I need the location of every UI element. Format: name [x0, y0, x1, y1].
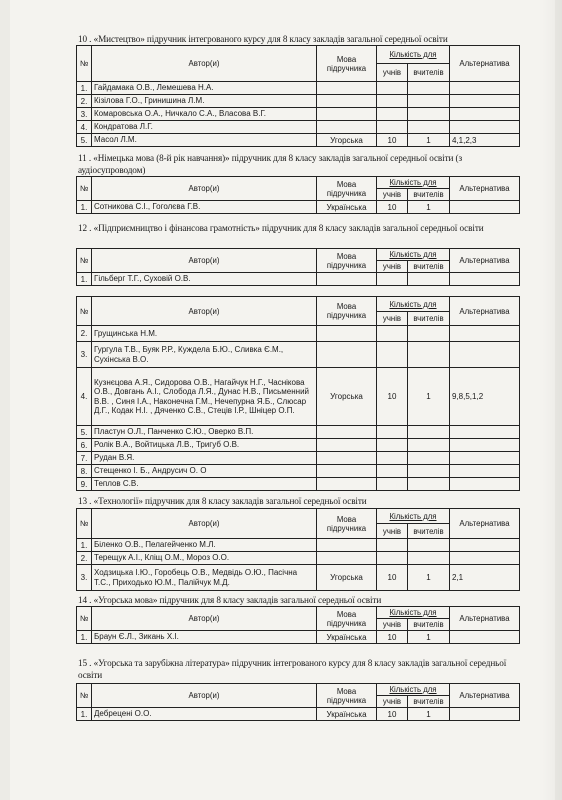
header-language: Мова підручника: [317, 297, 377, 326]
students-count-cell: [377, 108, 408, 121]
language-cell: [317, 552, 377, 565]
header-author: Автор(и): [92, 249, 317, 273]
alternative-cell: [450, 552, 520, 565]
students-count-cell: [377, 342, 408, 368]
students-count-cell: [377, 478, 408, 491]
section-13-table: [76, 508, 520, 591]
alternative-cell: [450, 426, 520, 439]
author-cell: Біленко О.В., Пелагейченко М.Л.: [92, 539, 317, 552]
alternative-cell: [450, 631, 520, 644]
teachers-count-cell: [408, 552, 450, 565]
row-number: 3.: [77, 342, 92, 368]
header-author: Автор(и): [92, 297, 317, 326]
table-row: [77, 631, 520, 644]
header-author: Автор(и): [92, 177, 317, 201]
author-cell: Рудан В.Я.: [92, 452, 317, 465]
alternative-cell: [450, 82, 520, 95]
students-count-cell: 10: [377, 201, 408, 214]
header-language: Мова підручника: [317, 46, 377, 82]
students-count-cell: [377, 439, 408, 452]
header-count: Кількість для: [377, 297, 450, 312]
header-alternative: Альтернатива: [450, 297, 520, 326]
language-cell: [317, 439, 377, 452]
row-number: 3.: [77, 565, 92, 591]
header-teachers: вчителів: [408, 312, 450, 326]
header-num: №: [77, 509, 92, 539]
table-row: [77, 368, 520, 426]
author-cell: Дебрецені О.О.: [92, 708, 317, 721]
alternative-cell: [450, 478, 520, 491]
table-row: [77, 465, 520, 478]
author-cell: Теплов С.В.: [92, 478, 317, 491]
header-count: Кількість для: [377, 177, 450, 189]
table-row: [77, 426, 520, 439]
teachers-count-cell: [408, 95, 450, 108]
teachers-count-cell: [408, 426, 450, 439]
author-cell: Гургула Т.В., Буяк Р.Р., Кужделa Б.Ю., Сливка Є.М., Сухінська В.О.: [92, 342, 317, 368]
section-10-table: [76, 45, 520, 147]
header-count: Кількість для: [377, 46, 450, 64]
header-students: учнів: [377, 312, 408, 326]
header-alternative: Альтернатива: [450, 607, 520, 631]
teachers-count-cell: [408, 108, 450, 121]
row-number: 6.: [77, 439, 92, 452]
header-count: Кількість для: [377, 607, 450, 619]
students-count-cell: [377, 273, 408, 286]
section-15-table: [76, 683, 520, 721]
alternative-cell: [450, 273, 520, 286]
section-11-table: [76, 176, 520, 214]
table-row: [77, 439, 520, 452]
header-students: учнів: [377, 619, 408, 631]
row-number: 5.: [77, 134, 92, 147]
header-num: №: [77, 684, 92, 708]
header-students: учнів: [377, 524, 408, 539]
teachers-count-cell: [408, 452, 450, 465]
header-students: учнів: [377, 64, 408, 82]
row-number: 1.: [77, 82, 92, 95]
author-cell: Пластун О.Л., Панченко С.Ю., Оверко В.П.: [92, 426, 317, 439]
header-num: №: [77, 177, 92, 201]
alternative-cell: [450, 342, 520, 368]
table-row: [77, 552, 520, 565]
header-alternative: Альтернатива: [450, 684, 520, 708]
table-row: [77, 478, 520, 491]
author-cell: Терещук А.І., Кліщ О.М., Мороз О.О.: [92, 552, 317, 565]
table-row: [77, 708, 520, 721]
row-number: 2.: [77, 552, 92, 565]
students-count-cell: [377, 121, 408, 134]
header-language: Мова підручника: [317, 509, 377, 539]
row-number: 7.: [77, 452, 92, 465]
section-12-heading: 12 . «Підприємництво і фінансова грамотність» підручник для 8 класу закладів загальної середньої освіти: [78, 223, 484, 233]
author-cell: Браун Є.Л., Зикань Х.І.: [92, 631, 317, 644]
row-number: 4.: [77, 121, 92, 134]
alternative-cell: [450, 95, 520, 108]
alternative-cell: [450, 201, 520, 214]
row-number: 1.: [77, 273, 92, 286]
table-row: [77, 565, 520, 591]
teachers-count-cell: [408, 121, 450, 134]
teachers-count-cell: 1: [408, 708, 450, 721]
row-number: 1.: [77, 708, 92, 721]
teachers-count-cell: [408, 465, 450, 478]
section-14-table: [76, 606, 520, 644]
alternative-cell: [450, 465, 520, 478]
teachers-count-cell: 1: [408, 134, 450, 147]
teachers-count-cell: [408, 342, 450, 368]
header-students: учнів: [377, 189, 408, 201]
section-11-heading: 11 . «Німецька мова (8-й рік навчання)» підручник для 8 класу закладів загальної середньої освіти (з аудіосупроводом): [78, 153, 463, 175]
teachers-count-cell: [408, 326, 450, 342]
header-num: №: [77, 607, 92, 631]
language-cell: [317, 95, 377, 108]
table-row: [77, 201, 520, 214]
students-count-cell: [377, 95, 408, 108]
students-count-cell: 10: [377, 565, 408, 591]
author-cell: Ходзицька І.Ю., Горобець О.В., Медвідь О.Ю., Пасічна Т.С., Приходько Ю.М., Палійчук М.Д.: [92, 565, 317, 591]
students-count-cell: [377, 465, 408, 478]
author-cell: Кузнєцова А.Я., Сидорова О.В., Нагайчук Н.Г., Часнікова О.В., Довгань А.І., Слобода Л.Я., Дунас Н.В., Письменний В.В. , Синя І.А., Наконечна Г.М., Нечепурна Я.Б., Слюсар Д.Г., Кодак Н.І. , Дяченко С.В., Стецiв І.Р., Шніцер О.П.: [92, 368, 317, 426]
section-13-heading: 13 . «Технології» підручник для 8 класу закладів загальної середньої освіти: [78, 496, 367, 506]
header-alternative: Альтернатива: [450, 177, 520, 201]
page-shadow: [542, 0, 562, 800]
header-teachers: вчителів: [408, 189, 450, 201]
language-cell: [317, 539, 377, 552]
alternative-cell: [450, 326, 520, 342]
header-author: Автор(и): [92, 607, 317, 631]
row-number: 1.: [77, 539, 92, 552]
author-cell: Кізілова Г.О., Гринишина Л.М.: [92, 95, 317, 108]
language-cell: [317, 426, 377, 439]
header-students: учнів: [377, 261, 408, 273]
header-num: №: [77, 46, 92, 82]
alternative-cell: 4,1,2,3: [450, 134, 520, 147]
students-count-cell: [377, 326, 408, 342]
language-cell: Угорська: [317, 134, 377, 147]
header-num: №: [77, 249, 92, 273]
header-language: Мова підручника: [317, 684, 377, 708]
language-cell: [317, 465, 377, 478]
students-count-cell: 10: [377, 368, 408, 426]
header-num: №: [77, 297, 92, 326]
alternative-cell: [450, 539, 520, 552]
alternative-cell: [450, 452, 520, 465]
table-row: [77, 121, 520, 134]
language-cell: [317, 273, 377, 286]
teachers-count-cell: [408, 273, 450, 286]
language-cell: [317, 82, 377, 95]
row-number: 9.: [77, 478, 92, 491]
row-number: 5.: [77, 426, 92, 439]
author-cell: Стещенко І. Б., Андрусич О. О: [92, 465, 317, 478]
teachers-count-cell: [408, 478, 450, 491]
teachers-count-cell: [408, 82, 450, 95]
row-number: 2.: [77, 95, 92, 108]
teachers-count-cell: 1: [408, 631, 450, 644]
students-count-cell: [377, 452, 408, 465]
alternative-cell: 2,1: [450, 565, 520, 591]
table-row: [77, 452, 520, 465]
table-row: [77, 82, 520, 95]
section-15-heading: 15 . «Угорська та зарубіжна література» підручник інтегрованого курсу для 8 класу закладів загальної середньої освіти: [78, 658, 507, 680]
teachers-count-cell: [408, 539, 450, 552]
language-cell: [317, 326, 377, 342]
students-count-cell: [377, 539, 408, 552]
header-language: Мова підручника: [317, 177, 377, 201]
table-row: [77, 95, 520, 108]
language-cell: Угорська: [317, 565, 377, 591]
alternative-cell: [450, 708, 520, 721]
header-teachers: вчителів: [408, 696, 450, 708]
students-count-cell: 10: [377, 631, 408, 644]
row-number: 3.: [77, 108, 92, 121]
header-teachers: вчителів: [408, 619, 450, 631]
row-number: 1.: [77, 201, 92, 214]
section-12-table: [76, 248, 520, 286]
author-cell: Масол Л.М.: [92, 134, 317, 147]
alternative-cell: [450, 439, 520, 452]
row-number: 4.: [77, 368, 92, 426]
language-cell: [317, 108, 377, 121]
students-count-cell: [377, 552, 408, 565]
teachers-count-cell: [408, 439, 450, 452]
section-10-heading: 10 . «Мистецтво» підручник інтегрованого курсу для 8 класу закладів загальної середньої освіти: [78, 34, 448, 44]
alternative-cell: [450, 121, 520, 134]
students-count-cell: [377, 82, 408, 95]
header-alternative: Альтернатива: [450, 249, 520, 273]
author-cell: Сотникова С.І., Гоголєва Г.В.: [92, 201, 317, 214]
header-teachers: вчителів: [408, 261, 450, 273]
language-cell: Українська: [317, 201, 377, 214]
teachers-count-cell: 1: [408, 201, 450, 214]
teachers-count-cell: 1: [408, 368, 450, 426]
header-count: Кількість для: [377, 509, 450, 524]
header-author: Автор(и): [92, 684, 317, 708]
row-number: 8.: [77, 465, 92, 478]
header-author: Автор(и): [92, 509, 317, 539]
header-count: Кількість для: [377, 249, 450, 261]
header-author: Автор(и): [92, 46, 317, 82]
language-cell: Угорська: [317, 368, 377, 426]
row-number: 1.: [77, 631, 92, 644]
alternative-cell: 9,8,5,1,2: [450, 368, 520, 426]
author-cell: Грущинська Н.М.: [92, 326, 317, 342]
table-row: [77, 134, 520, 147]
table-row: [77, 108, 520, 121]
table-row: [77, 539, 520, 552]
alternative-cell: [450, 108, 520, 121]
language-cell: [317, 342, 377, 368]
language-cell: [317, 452, 377, 465]
language-cell: [317, 478, 377, 491]
language-cell: Українська: [317, 631, 377, 644]
students-count-cell: 10: [377, 708, 408, 721]
header-teachers: вчителів: [408, 524, 450, 539]
header-language: Мова підручника: [317, 607, 377, 631]
author-cell: Гайдамака О.В., Лемешева Н.А.: [92, 82, 317, 95]
header-teachers: вчителів: [408, 64, 450, 82]
language-cell: Українська: [317, 708, 377, 721]
table-row: [77, 342, 520, 368]
header-alternative: Альтернатива: [450, 509, 520, 539]
header-language: Мова підручника: [317, 249, 377, 273]
teachers-count-cell: 1: [408, 565, 450, 591]
author-cell: Комаровська О.А., Ничкало С.А., Власова В.Г.: [92, 108, 317, 121]
author-cell: Ролік В.А., Войтицька Л.В., Тригуб О.В.: [92, 439, 317, 452]
section-14-heading: 14 . «Угорська мова» підручник для 8 класу закладів загальної середньої освіти: [78, 595, 382, 605]
author-cell: Кондратова Л.Г.: [92, 121, 317, 134]
row-number: 2.: [77, 326, 92, 342]
section-12-continued-table: [76, 296, 520, 491]
language-cell: [317, 121, 377, 134]
header-count: Кількість для: [377, 684, 450, 696]
author-cell: Гільберг Т.Г., Суховій О.В.: [92, 273, 317, 286]
header-alternative: Альтернатива: [450, 46, 520, 82]
table-row: [77, 273, 520, 286]
header-students: учнів: [377, 696, 408, 708]
students-count-cell: [377, 426, 408, 439]
table-row: [77, 326, 520, 342]
students-count-cell: 10: [377, 134, 408, 147]
